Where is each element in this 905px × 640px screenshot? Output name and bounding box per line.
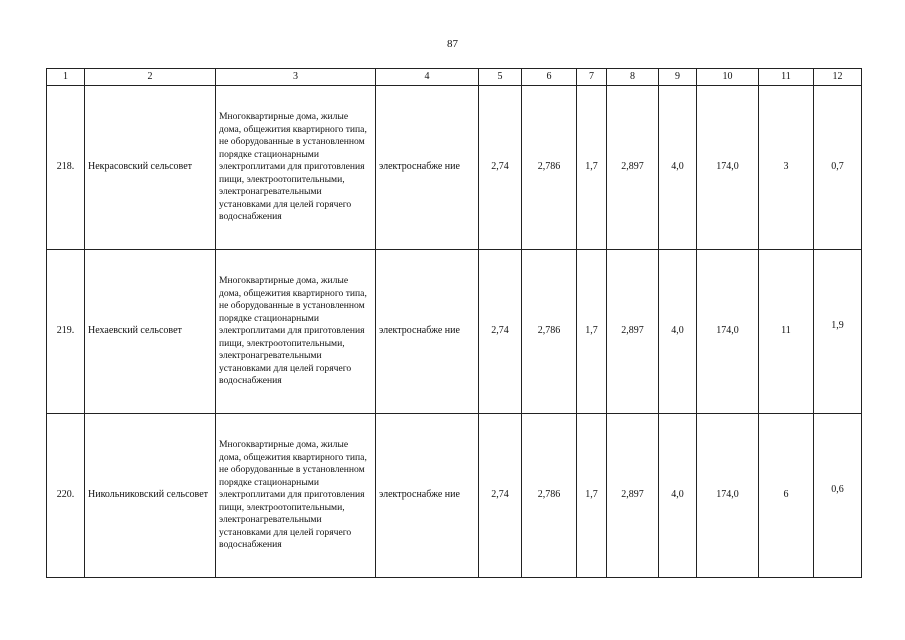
table-row <box>47 86 862 250</box>
value-cell: 2,786 <box>522 250 577 414</box>
tariff-table <box>46 68 862 578</box>
value-cell: 11 <box>759 250 814 414</box>
value-cell: 2,74 <box>479 414 522 578</box>
column-number: 11 <box>759 69 814 86</box>
value-cell <box>814 414 862 578</box>
utility-service: электроснабже ние <box>376 414 479 578</box>
value-cell: 2,786 <box>522 414 577 578</box>
column-number-row <box>47 69 862 86</box>
value-cell: 6 <box>759 414 814 578</box>
column-number: 1 <box>47 69 85 86</box>
row-number: 218. <box>47 86 85 250</box>
value-text: 0,6 <box>831 483 844 495</box>
value-cell: 1,7 <box>577 86 607 250</box>
column-number: 9 <box>659 69 697 86</box>
column-number: 4 <box>376 69 479 86</box>
value-cell: 4,0 <box>659 86 697 250</box>
utility-service: электроснабже ние <box>376 86 479 250</box>
value-text: 1,9 <box>831 319 844 331</box>
area-name: Никольниковский сельсовет <box>85 414 216 578</box>
utility-service: электроснабже ние <box>376 250 479 414</box>
column-number: 6 <box>522 69 577 86</box>
column-number: 12 <box>814 69 862 86</box>
column-number: 2 <box>85 69 216 86</box>
table-row <box>47 414 862 578</box>
value-cell: 2,786 <box>522 86 577 250</box>
page-number: 87 <box>447 38 458 50</box>
value-cell: 174,0 <box>697 250 759 414</box>
value-cell: 1,7 <box>577 414 607 578</box>
value-cell: 2,897 <box>607 86 659 250</box>
value-cell: 3 <box>759 86 814 250</box>
value-cell: 2,74 <box>479 86 522 250</box>
value-cell: 4,0 <box>659 250 697 414</box>
value-cell: 1,7 <box>577 250 607 414</box>
housing-description: Многоквартирные дома, жилые дома, общежития квартирного типа, не оборудованные в установленном порядке стационарными электроплитами для приготовления пищи, электроотопительными, электронагревательными установками для целей горячего водоснабжения <box>216 414 376 578</box>
column-number: 8 <box>607 69 659 86</box>
column-number: 7 <box>577 69 607 86</box>
column-number: 3 <box>216 69 376 86</box>
value-cell: 174,0 <box>697 86 759 250</box>
value-cell: 4,0 <box>659 414 697 578</box>
value-cell <box>814 250 862 414</box>
value-cell: 0,7 <box>814 86 862 250</box>
housing-description: Многоквартирные дома, жилые дома, общежития квартирного типа, не оборудованные в установленном порядке стационарными электроплитами для приготовления пищи, электроотопительными, электронагревательными установками для целей горячего водоснабжения <box>216 86 376 250</box>
housing-description: Многоквартирные дома, жилые дома, общежития квартирного типа, не оборудованные в установленном порядке стационарными электроплитами для приготовления пищи, электроотопительными, электронагревательными установками для целей горячего водоснабжения <box>216 250 376 414</box>
value-cell: 2,74 <box>479 250 522 414</box>
row-number: 220. <box>47 414 85 578</box>
area-name: Некрасовский сельсовет <box>85 86 216 250</box>
table-row <box>47 250 862 414</box>
row-number: 219. <box>47 250 85 414</box>
column-number: 10 <box>697 69 759 86</box>
column-number: 5 <box>479 69 522 86</box>
area-name: Нехаевский сельсовет <box>85 250 216 414</box>
value-cell: 2,897 <box>607 414 659 578</box>
value-cell: 2,897 <box>607 250 659 414</box>
value-cell: 174,0 <box>697 414 759 578</box>
